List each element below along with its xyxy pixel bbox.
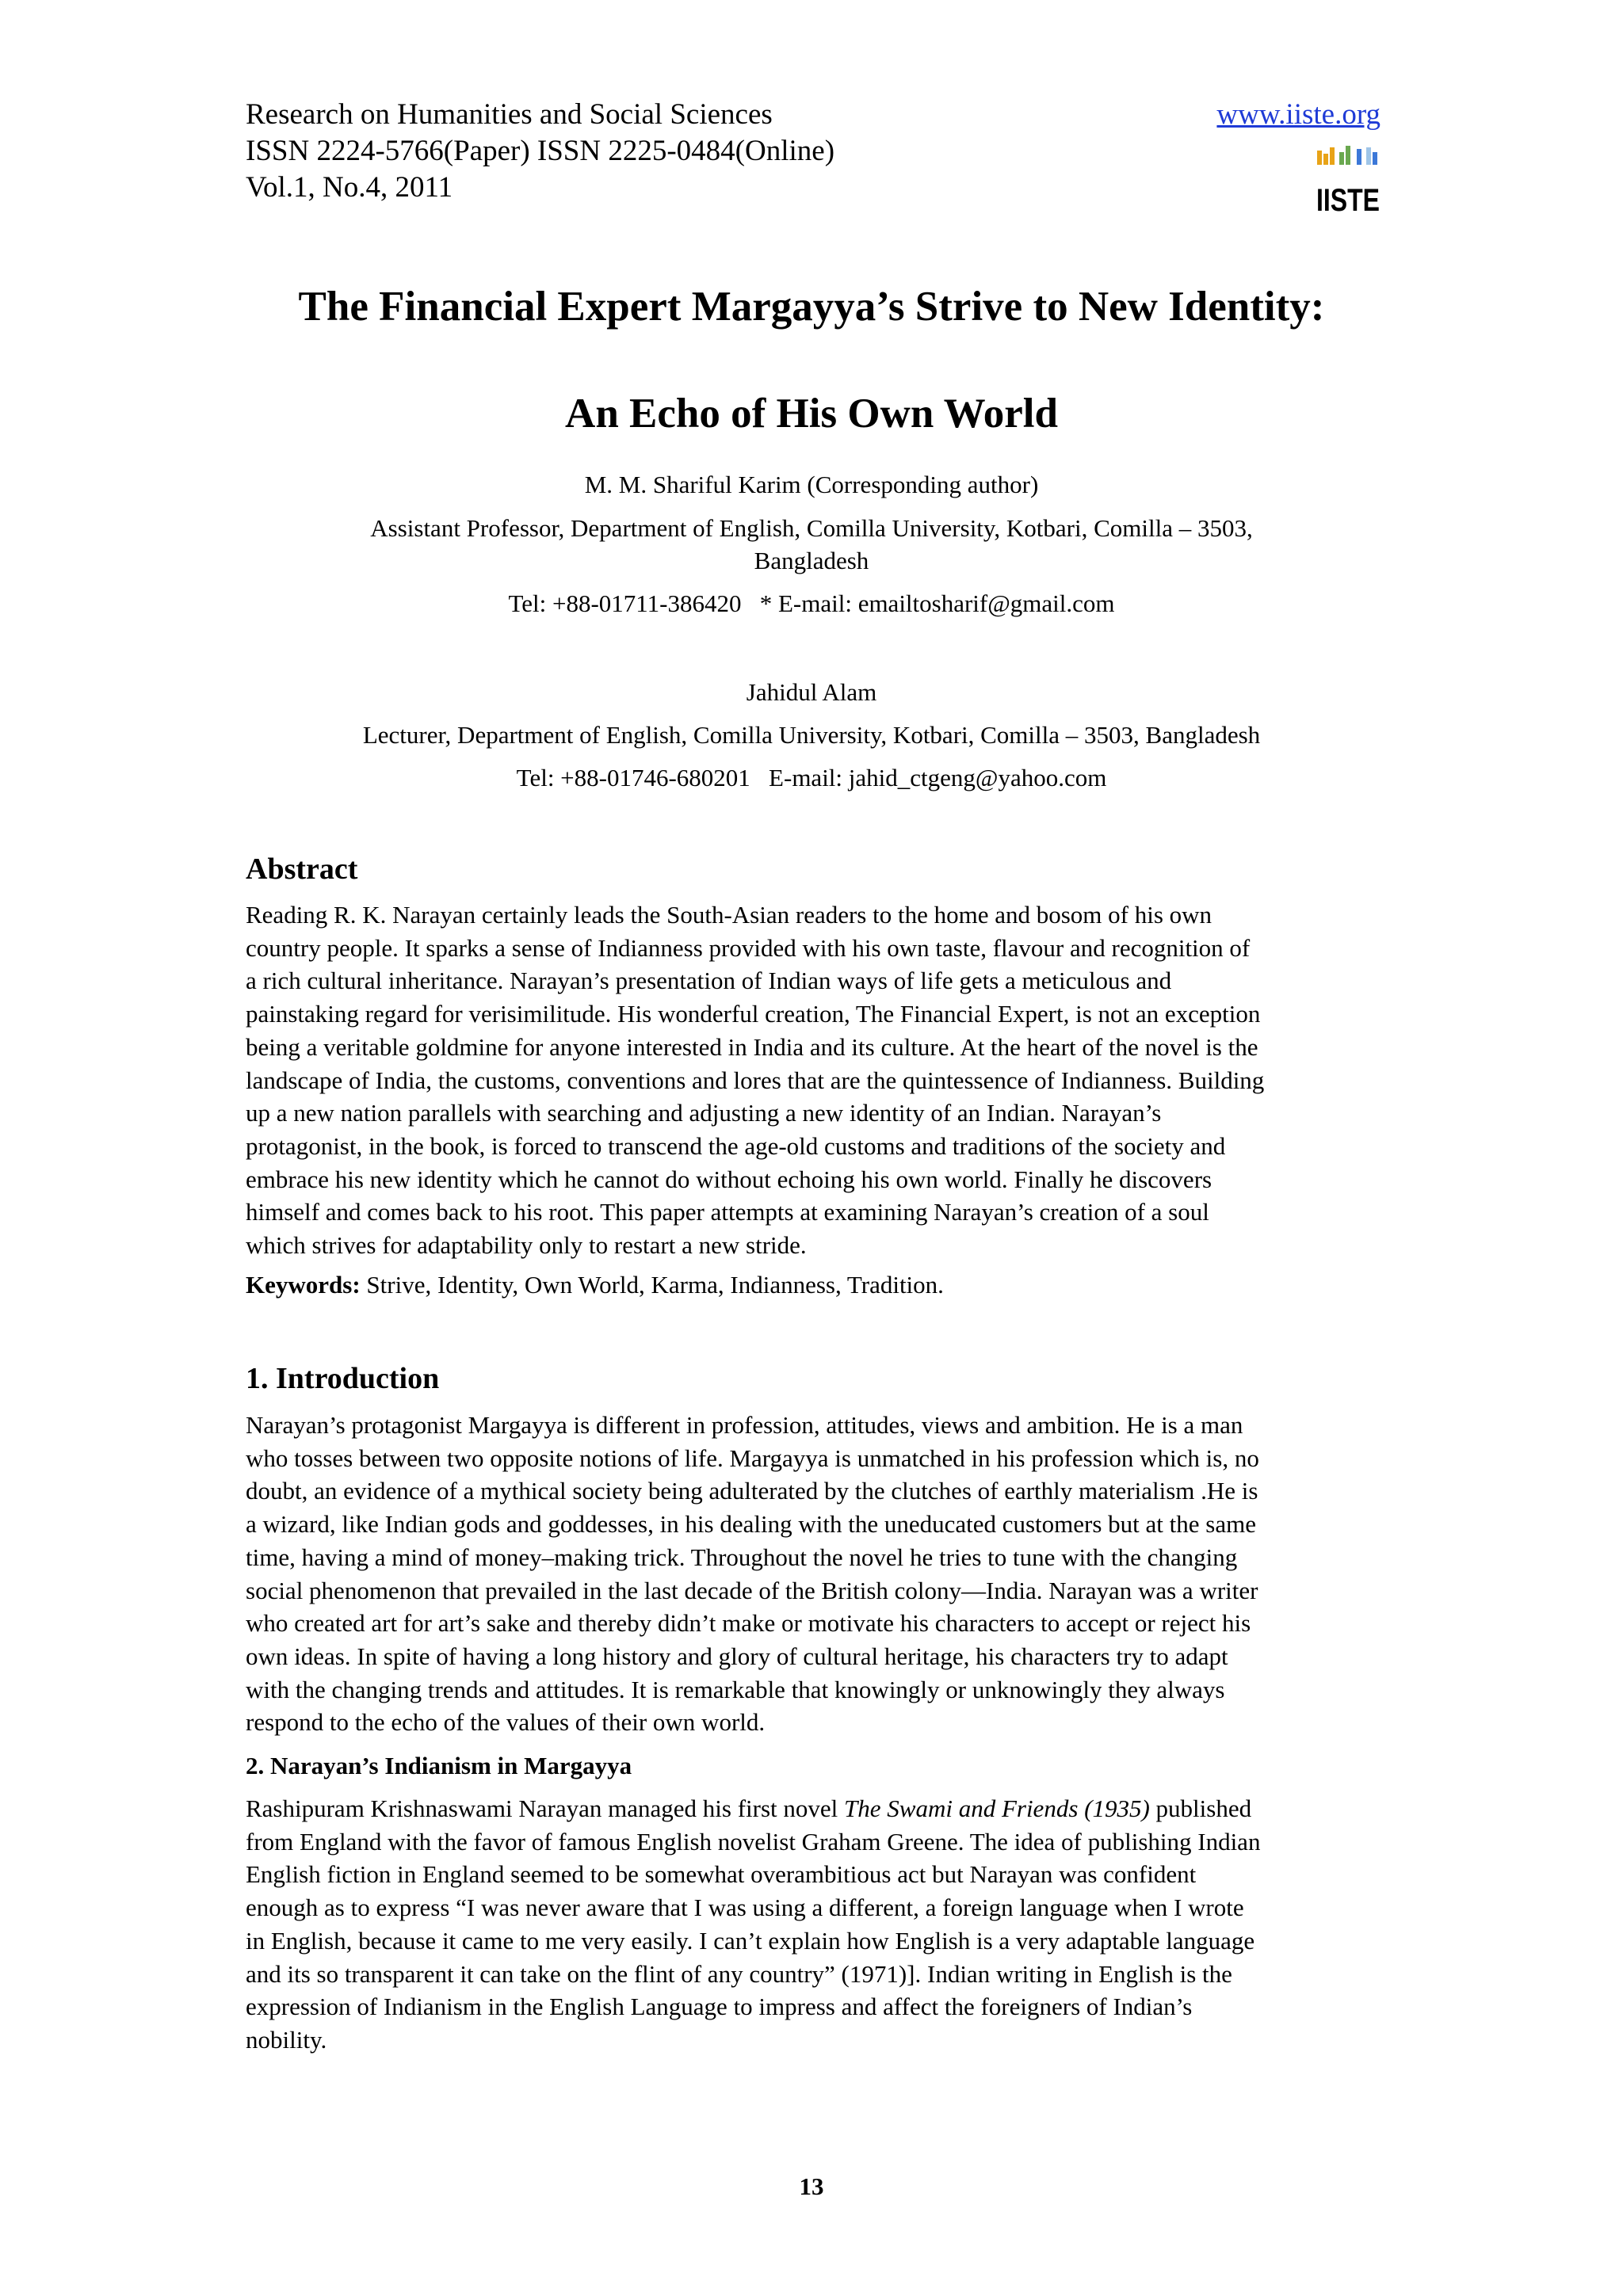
author2-name: Jahidul Alam	[746, 678, 877, 706]
abstract-line: himself and comes back to his root. This paper attempts at examining Narayan’s creation of a soul	[246, 1198, 1209, 1226]
journal-header	[246, 97, 1381, 218]
author2-affiliation: Lecturer, Department of English, Comilla University, Kotbari, Comilla – 3503, Bangladesh	[362, 721, 1261, 749]
author1-contact: Tel: +88-01711-386420 * E-mail: emailtosharif@gmail.com	[508, 589, 1115, 617]
section1-line: Narayan’s protagonist Margayya is different in profession, attitudes, views and ambition. He is a man	[246, 1411, 1243, 1439]
keywords-line	[246, 1268, 1381, 1302]
abstract-line: painstaking regard for verisimilitude. His wonderful creation, The Financial Expert, is not an exception	[246, 1000, 1261, 1028]
section2-line: nobility.	[246, 2025, 327, 2054]
section1-line: own ideas. In spite of having a long history and glory of cultural heritage, his characters try to adapt	[246, 1642, 1228, 1670]
abstract-line: landscape of India, the customs, conventions and lores that are the quintessence of Indianness. Building	[246, 1066, 1265, 1094]
journal-name: Research on Humanities and Social Sciences	[246, 98, 773, 131]
abstract-line: a rich cultural inheritance. Narayan’s presentation of Indian ways of life gets a meticulous and	[246, 967, 1172, 995]
section1-line: social phenomenon that prevailed in the last decade of the British colony—India. Narayan was a writer	[246, 1576, 1258, 1604]
section1-line: a wizard, like Indian gods and goddesses, in his dealing with the uneducated customers but at the same	[246, 1510, 1256, 1539]
page-number: 13	[799, 2172, 824, 2200]
abstract-line: which strives for adaptability only to restart a new stride.	[246, 1231, 807, 1260]
section2-line: in English, because it came to me very easily. I can’t explain how English is a very adaptable language	[246, 1926, 1255, 1955]
abstract-body	[246, 898, 1381, 1262]
svg-text:IISTE: IISTE	[1316, 183, 1380, 218]
author1-affiliation: Assistant Professor, Department of English, Comilla University, Kotbari, Comilla – 3503,	[370, 514, 1253, 542]
section2-line: enough as to express “I was never aware that I was using a different, a foreign language when I wrote	[246, 1894, 1244, 1922]
abstract-line: up a new nation parallels with searching and adjusting a new identity of an Indian. Narayan’s	[246, 1099, 1162, 1127]
section2-heading: 2. Narayan’s Indianism in Margayya	[246, 1752, 632, 1779]
author1-affiliation-country: Bangladesh	[754, 547, 869, 574]
section2-line: expression of Indianism in the English Language to impress and affect the foreigners of Indian’s	[246, 1993, 1193, 2021]
paper-title-line2: An Echo of His Own World	[565, 391, 1058, 437]
abstract-line: embrace his new identity which he cannot do without echoing his own world. Finally he discovers	[246, 1165, 1212, 1193]
section1-line: who tosses between two opposite notions of life. Margayya is unmatched in his profession which is, no	[246, 1444, 1259, 1472]
section1-line: doubt, an evidence of a mythical society being adulterated by the clutches of earthly materialism .He is	[246, 1477, 1258, 1505]
journal-issn: ISSN 2224-5766(Paper) ISSN 2225-0484(Online)	[246, 135, 835, 167]
book-title-italic: The Swami and Friends (1935)	[844, 1794, 1150, 1822]
author2-contact: Tel: +88-01746-680201 E-mail: jahid_ctgeng@yahoo.com	[516, 764, 1107, 791]
section1-line: with the changing trends and attitudes. It is remarkable that knowingly or unknowingly they always	[246, 1675, 1225, 1703]
section2-line: Rashipuram Krishnaswami Narayan managed his first novel The Swami and Friends (1935) published	[246, 1794, 1252, 1822]
abstract-line: protagonist, in the book, is forced to transcend the age-old customs and traditions of the society and	[246, 1131, 1226, 1160]
iiste-logo-icon	[1316, 144, 1381, 218]
abstract-line: Reading R. K. Narayan certainly leads the South-Asian readers to the home and bosom of his own	[246, 901, 1212, 929]
keywords-label: Keywords:	[246, 1271, 361, 1299]
keywords-list: Strive, Identity, Own World, Karma, Indianness, Tradition.	[360, 1271, 944, 1299]
paper-title-line1: The Financial Expert Margayya’s Strive to New Identity:	[298, 284, 1325, 330]
abstract-line: being a veritable goldmine for anyone interested in India and its culture. At the heart of the novel is the	[246, 1032, 1258, 1061]
journal-info	[246, 97, 834, 206]
abstract-heading: Abstract	[246, 852, 358, 886]
journal-volume: Vol.1, No.4, 2011	[246, 171, 453, 204]
section1-line: who created art for art’s sake and thereby didn’t make or motivate his characters to accept or reject his	[246, 1609, 1251, 1638]
abstract-line: country people. It sparks a sense of Indianness provided with his own taste, flavour and recognition of	[246, 933, 1251, 962]
section1-body	[246, 1409, 1381, 1739]
section2-line: and its so transparent it can take on the flint of any country” (1971)]. Indian writing in English is the	[246, 1959, 1232, 1988]
section1-line: respond to the echo of the values of their own world.	[246, 1708, 766, 1737]
section2-line: English fiction in England seemed to be somewhat overambitious act but Narayan was confident	[246, 1860, 1197, 1889]
section1-heading: 1. Introduction	[246, 1362, 440, 1395]
author1-name: M. M. Shariful Karim (Corresponding author)	[584, 471, 1039, 498]
section2-body	[246, 1792, 1381, 2057]
journal-website-link[interactable]: www.iiste.org	[1216, 98, 1381, 131]
section1-line: time, having a mind of money–making trick. Throughout the novel he tries to tune with the changing	[246, 1543, 1238, 1571]
section2-line: from England with the favor of famous English novelist Graham Greene. The idea of publishing Indian	[246, 1827, 1261, 1855]
